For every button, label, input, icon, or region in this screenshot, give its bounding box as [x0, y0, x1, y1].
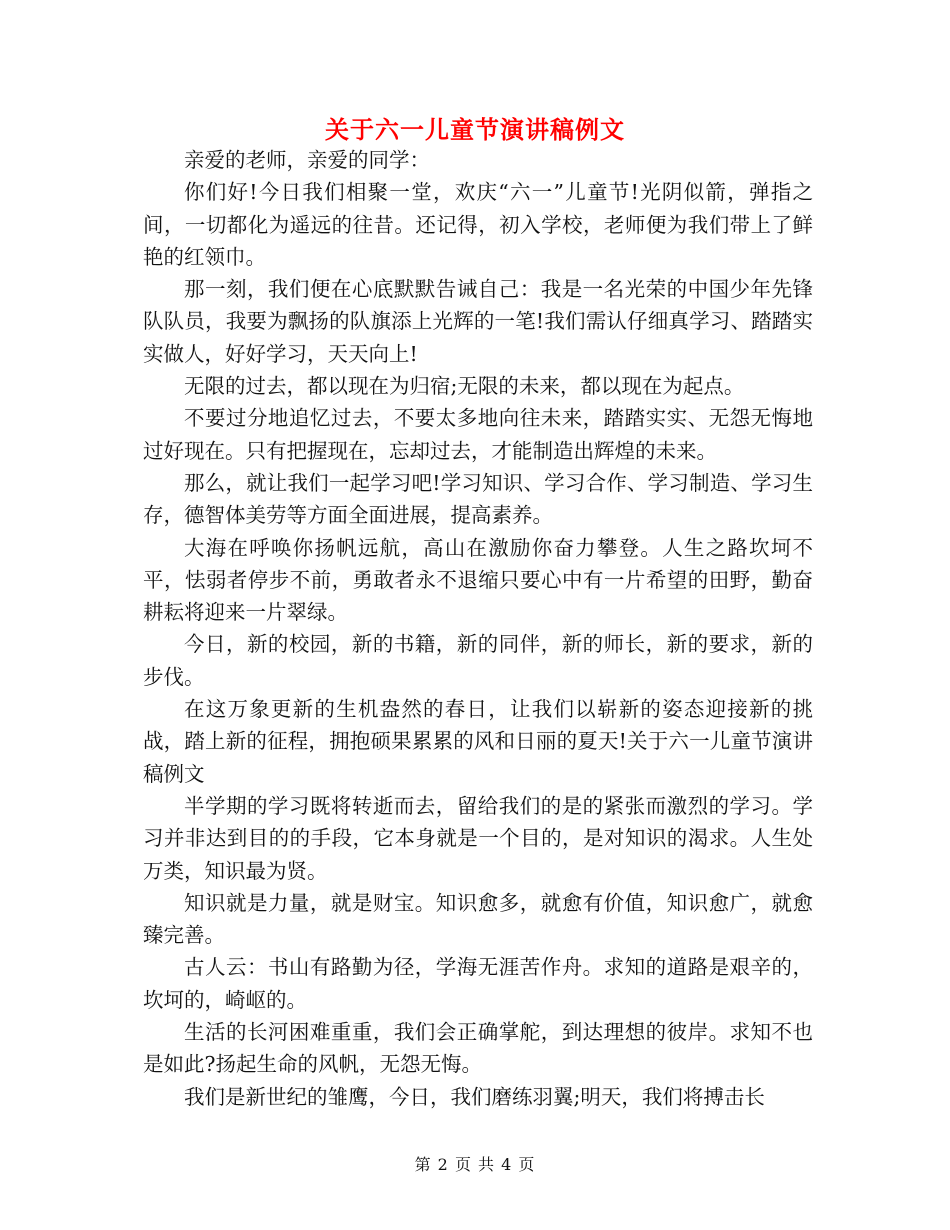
paragraph: 那么，就让我们一起学习吧!学习知识、学习合作、学习制造、学习生存，德智体美劳等方面全面进展，提高素养。: [143, 470, 813, 528]
paragraph: 我们是新世纪的雏鹰，今日，我们磨练羽翼;明天，我们将搏击长: [184, 1084, 765, 1109]
paragraph-greeting: 亲爱的老师，亲爱的同学：: [184, 148, 430, 172]
paragraph: 今日，新的校园，新的书籍，新的同伴，新的师长，新的要求，新的步伐。: [143, 632, 813, 689]
page-number-footer: 第 2 页 共 4 页: [414, 1155, 536, 1174]
paragraph: 古人云：书山有路勤为径，学海无涯苦作舟。求知的道路是艰辛的，坎坷的，崎岖的。: [143, 955, 813, 1012]
paragraph: 生活的长河困难重重，我们会正确掌舵，到达理想的彼岸。求知不也是如此?扬起生命的风帆，无怨无悔。: [143, 1020, 813, 1077]
paragraph: 不要过分地追忆过去，不要太多地向往未来，踏踏实实、无怨无悔地过好现在。只有把握现在，忘却过去，才能制造出辉煌的未来。: [143, 406, 813, 463]
document-title: 关于六一儿童节演讲稿例文: [325, 115, 625, 144]
paragraph: 在这万象更新的生机盎然的春日，让我们以崭新的姿态迎接新的挑战，踏上新的征程，拥抱硕果累累的风和日丽的夏天!关于六一儿童节演讲稿例文: [143, 697, 813, 786]
paragraph: 你们好!今日我们相聚一堂，欢庆“六一”儿童节!光阴似箭，弹指之间，一切都化为遥远的往昔。还记得，初入学校，老师便为我们带上了鲜艳的红领巾。: [143, 180, 813, 269]
paragraph: 那一刻，我们便在心底默默告诫自己：我是一名光荣的中国少年先锋队队员，我要为飘扬的队旗添上光辉的一笔!我们需认仔细真学习、踏踏实实做人，好好学习，天天向上!: [143, 277, 813, 366]
paragraph: 知识就是力量，就是财宝。知识愈多，就愈有价值，知识愈广，就愈臻完善。: [143, 890, 813, 948]
paragraph: 半学期的学习既将转逝而去，留给我们的是的紧张而激烈的学习。学习并非达到目的的手段，它本身就是一个目的，是对知识的渴求。人生处万类，知识最为贤。: [143, 793, 813, 883]
document-body: [143, 144, 813, 1113]
paragraph: 大海在呼唤你扬帆远航，高山在激励你奋力攀登。人生之路坎坷不平，怯弱者停步不前，勇敢者永不退缩只要心中有一片希望的田野，勤奋耕耘将迎来一片翠绿。: [143, 535, 813, 625]
paragraph: 无限的过去，都以现在为归宿;无限的未来，都以现在为起点。: [184, 374, 745, 399]
